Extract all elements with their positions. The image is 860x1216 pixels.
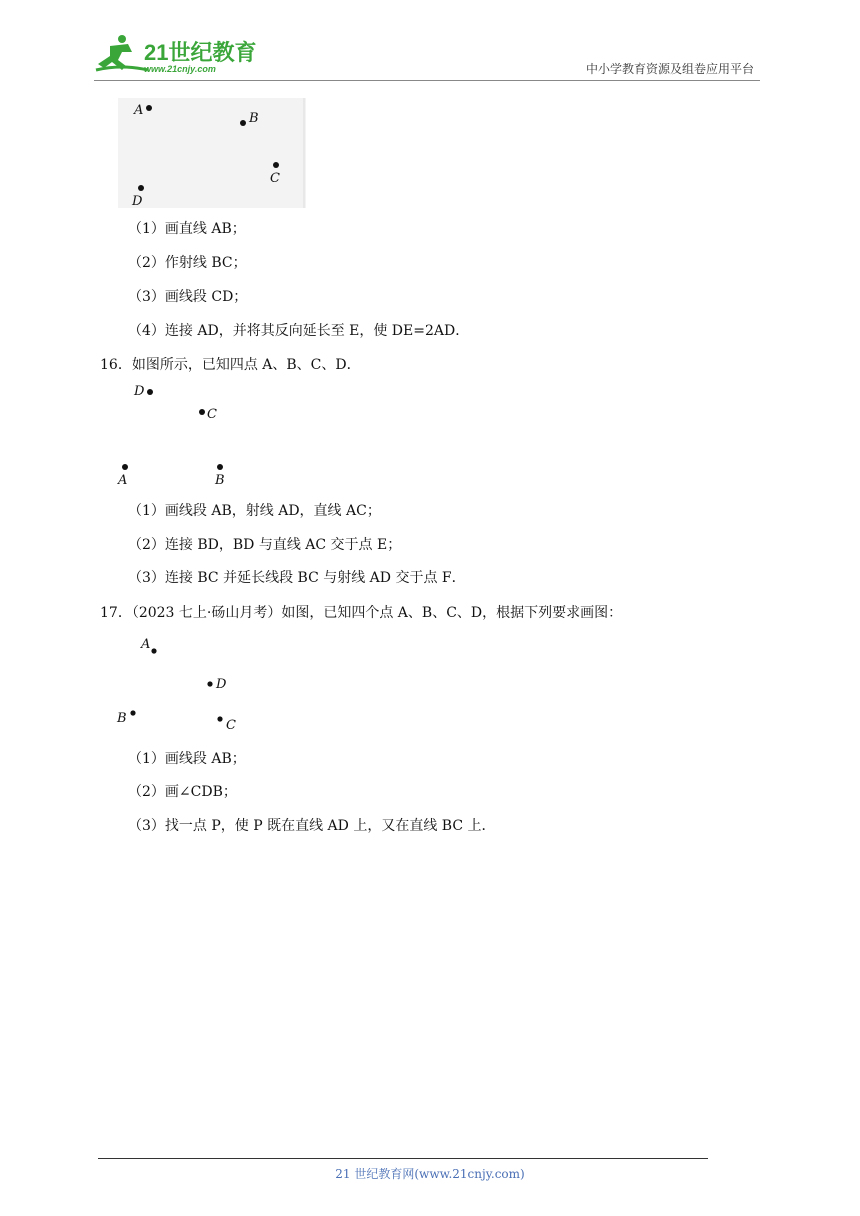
svg-text:A: A (118, 473, 128, 488)
svg-text:D: D (132, 194, 143, 209)
q16-point-c (199, 407, 217, 422)
footer-link[interactable]: 21 世纪教育网(www.21cnjy.com) (335, 1167, 525, 1181)
footer-divider (98, 1158, 708, 1159)
q17-figure (112, 628, 252, 740)
site-logo (92, 30, 262, 80)
q17-item-3: （3）找一点 P，使 P 既在直线 AD 上，又在直线 BC 上． (128, 818, 496, 834)
q15-item-2: （2）作射线 BC； (128, 255, 247, 271)
q17-point-b (116, 710, 136, 726)
svg-text:www.21cnjy.com: www.21cnjy.com (144, 64, 216, 74)
svg-text:C: C (207, 407, 217, 422)
q15-figure (118, 98, 308, 210)
svg-text:B: B (215, 473, 225, 488)
svg-text:A: A (141, 637, 151, 652)
svg-text:21世纪教育: 21世纪教育 (144, 40, 257, 65)
header-divider (94, 80, 760, 81)
site-name: 中小学教育资源及组卷应用平台 (585, 62, 754, 76)
q15-item-1: （1）画直线 AB； (128, 221, 246, 237)
q17-stem: 17．（2023 七上·砀山月考）如图，已知四个点 A、B、C、D，根据下列要求画图： (100, 605, 623, 621)
q16-point-a (117, 464, 128, 488)
q16-item-3: （3）连接 BC 并延长线段 BC 与射线 AD 交于点 F． (128, 570, 466, 586)
q15-item-4: （4）连接 AD，并将其反向延长至 E，使 DE=2AD． (128, 323, 470, 339)
runner-icon (96, 35, 148, 70)
q16-item-2: （2）连接 BD，BD 与直线 AC 交于点 E； (128, 537, 402, 553)
svg-text:D: D (134, 384, 145, 399)
q17-item-1: （1）画线段 AB； (128, 751, 246, 767)
svg-text:C: C (270, 171, 280, 186)
svg-text:A: A (134, 103, 144, 118)
q17-item-2: （2）画∠CDB； (128, 784, 237, 800)
q16-figure (112, 378, 242, 490)
svg-text:D: D (216, 677, 227, 692)
q16-item-1: （1）画线段 AB，射线 AD，直线 AC； (128, 503, 381, 519)
svg-text:C: C (226, 718, 236, 733)
q17-point-c (217, 716, 236, 733)
q17-point-d (207, 677, 227, 692)
q17-point-a (140, 637, 157, 654)
svg-text:B: B (249, 111, 259, 126)
q16-point-d (133, 384, 153, 399)
q16-point-b (214, 464, 225, 488)
svg-text:B: B (117, 711, 127, 726)
q15-item-3: （3）画线段 CD； (128, 289, 248, 305)
q16-stem: 16．如图所示，已知四点 A、B、C、D． (100, 357, 361, 373)
